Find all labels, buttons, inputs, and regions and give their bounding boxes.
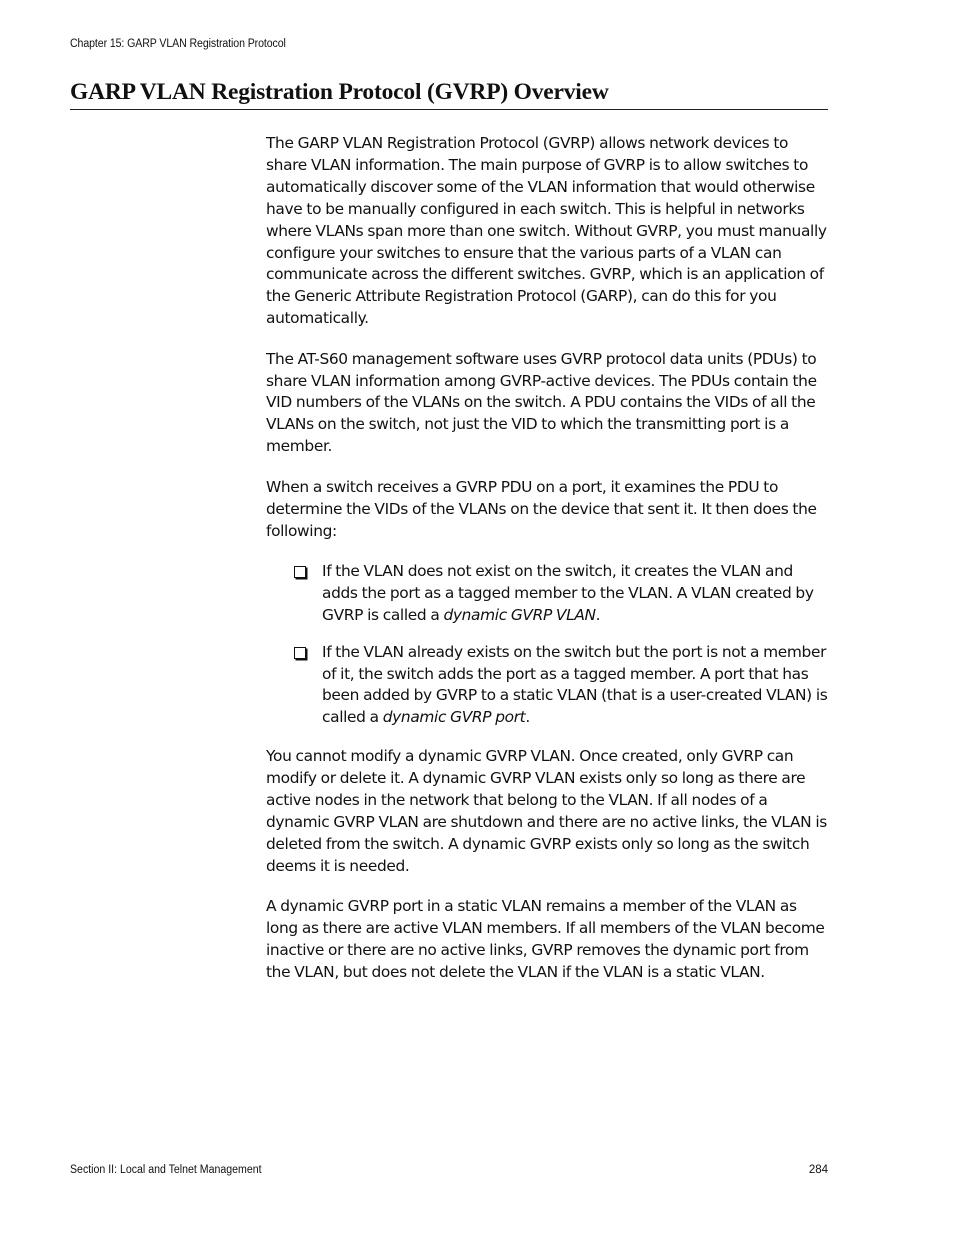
paragraph-intro: The GARP VLAN Registration Protocol (GVRP) allows network devices to share VLAN information. The main purpose of GVRP is to allow switches to automatically discover some of the VLAN information that would otherwise have to be manually configured in each switch. This is helpful in networks where VLANs span more than one switch. Without GVRP, you must manually configure your switches to ensure that the various parts of a VLAN can communicate across the different switches. GVRP, which is an application of the Generic Attribute Registration Protocol (GARP), can do this for you automatically. [266, 134, 827, 328]
paragraph-dynamic-vlan: You cannot modify a dynamic GVRP VLAN. Once created, only GVRP can modify or delete it. A dynamic GVRP VLAN exists only so long as there are active nodes in the network that belong to the VLAN. If all nodes of a dynamic GVRP VLAN are shutdown and there are no active links, the VLAN is deleted from the switch. A dynamic GVRP exists only so long as the switch deems it is needed. [266, 747, 827, 875]
bullet-term: dynamic GVRP VLAN [443, 605, 596, 624]
page-number: 284 [808, 1164, 828, 1176]
bullet-term: dynamic GVRP port [382, 708, 526, 727]
checkbox-bullet-icon [294, 566, 306, 578]
bullet-text: If the VLAN does not exist on the switch, it creates the VLAN and adds the port as a tagged member to the VLAN. A VLAN created by GVRP is called a [322, 561, 814, 624]
bullet-list [266, 561, 830, 729]
bullet-text: If the VLAN already exists on the switch but the port is not a member of it, the switch adds the port as a tagged member. A port that has been added by GVRP to a static VLAN (that is a user-created VLAN) is called a [322, 642, 828, 727]
bullet-end: . [595, 605, 601, 624]
checkbox-bullet-icon [294, 647, 306, 659]
paragraph-pdus: The AT-S60 management software uses GVRP protocol data units (PDUs) to share VLAN information among GVRP-active devices. The PDUs contain the VID numbers of the VLANs on the switch. A PDU contains the VIDs of all the VLANs on the switch, not just the VID to which the transmitting port is a member. [266, 349, 817, 456]
running-header: Chapter 15: GARP VLAN Registration Protocol [70, 38, 286, 50]
list-item [294, 561, 830, 627]
section-title: GARP VLAN Registration Protocol (GVRP) Overview [70, 79, 609, 105]
footer-section-label: Section II: Local and Telnet Management [70, 1164, 262, 1176]
bullet-end: . [525, 708, 530, 727]
paragraph-receive: When a switch receives a GVRP PDU on a port, it examines the PDU to determine the VIDs of the VLANs on the device that sent it. It then does the following: [266, 477, 817, 540]
title-rule [70, 109, 828, 110]
list-item [294, 642, 830, 730]
paragraph-dynamic-port: A dynamic GVRP port in a static VLAN remains a member of the VLAN as long as there are active VLAN members. If all members of the VLAN become inactive or there are no active links, GVRP removes the dynamic port from the VLAN, but does not delete the VLAN if the VLAN is a static VLAN. [266, 897, 825, 981]
body-column [266, 133, 830, 1002]
